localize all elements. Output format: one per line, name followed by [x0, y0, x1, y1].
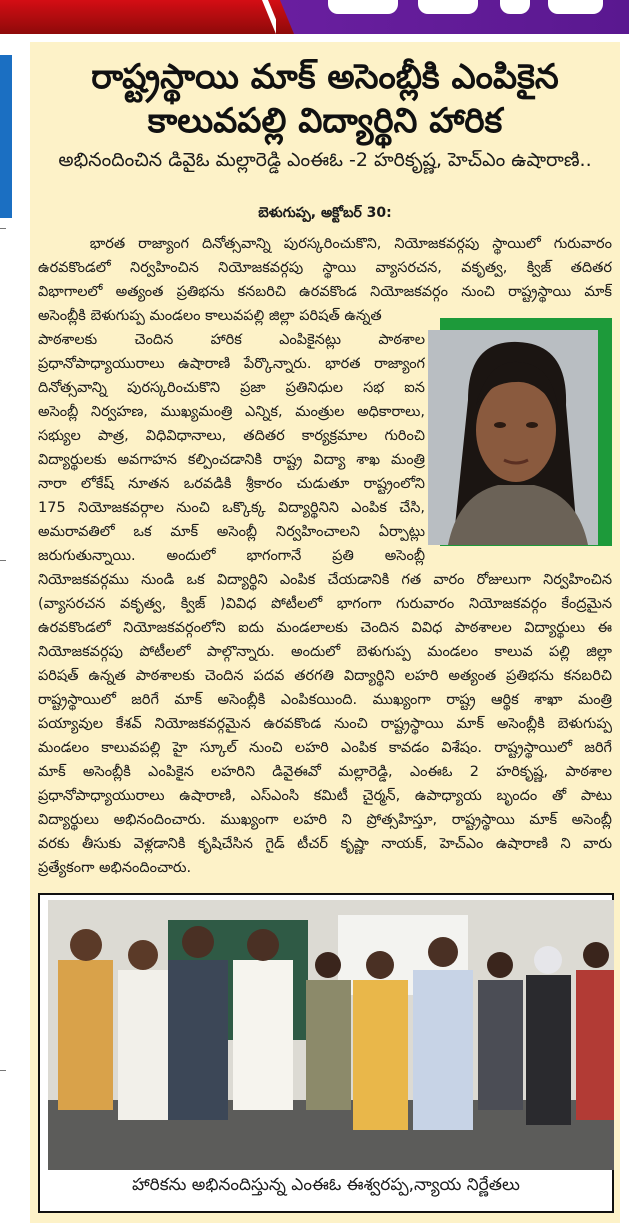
- body-line: అమరావతిలో ఒక మాక్ అసెంబ్లీ నిర్వహించాలని ఏర్పాట్లు: [38, 524, 425, 540]
- logo-letter-shape: [328, 0, 398, 14]
- body-line: పయ్యావుల కేశవ్ నియోజకవర్గమైన ఉరవకొండ నుంచి రాష్ట్రస్థాయి మాక్ అసెంబ్లీకి బెళుగుప్ప: [38, 716, 612, 732]
- body-line: విభాగాలలో అత్యంత ప్రతిభను కనబరిచి ఉరవకొండ నియోజకవర్గం నుంచి రాష్ట్రస్థాయి మాక్: [38, 284, 612, 300]
- adjacent-column-rule: [0, 228, 6, 229]
- body-line: నియోజకవర్గపు పోటీలలో పాల్గొన్నారు. అందులో బెళుగుప్ప మండలం కాలువ పల్లి జిల్లా: [38, 644, 612, 660]
- dateline: బెళుగుప్ప, అక్టోబర్ 30:: [258, 205, 392, 221]
- masthead-logo-panel: [268, 0, 629, 34]
- body-line: భారత రాజ్యాంగ దినోత్సవాన్ని పురస్కరించుకొని, నియోజకవర్గపు స్థాయిలో గురువారం: [38, 236, 612, 252]
- group-photo: [48, 900, 614, 1170]
- subheadline: అభినందించిన డివైఓ మల్లారెడ్డి ఎంఈఓ -2 హరికృష్ణ, హెచ్ఎం ఉషారాణి..: [58, 149, 592, 171]
- body-line: ప్రధానోపాధ్యాయురాలు ఉషారాణి పేర్కొన్నారు. భారత రాజ్యాంగ: [38, 356, 425, 372]
- body-line: వరకు తీసుకు వెళ్లడానికి కృషిచేసిన గైడ్ టీచర్ కృష్ణా నాయక్, హెచ్ఎం ఉషారాణి ని వారు: [38, 836, 612, 852]
- photo-caption: హారికను అభినందిస్తున్న ఎంఈఓ ఈశ్వరప్ప,న్యాయ నిర్ణేతలు: [132, 1175, 520, 1195]
- body-line: విద్యార్థులు అభినందించారు. ముఖ్యంగా లహరి ని ప్రోత్సహిస్తూ, రాష్ట్రస్థాయి మాక్ అసెంబ్లీ: [38, 812, 612, 828]
- body-line: పరిషత్ ఉన్నత పాఠశాలకు చెందిన పదవ తరగతి విద్యార్థిని లహరి అత్యంత ప్రతిభను కనబరిచి: [38, 668, 612, 684]
- group-photo-illustration: [48, 900, 614, 1170]
- body-line: నియోజకవర్గము నుండి ఒక విద్యార్థిని ఎంపిక చేయడానికి గత వారం రోజులుగా నిర్వహించిన: [38, 572, 612, 588]
- body-line: ప్రధానోపాధ్యాయురాలు ఉషారాణి, ఎస్ఎంసి కమిటీ చైర్మన్, ఉపాధ్యాయ బృందం తో పాటు: [38, 788, 612, 804]
- body-line: సభ్యుల పాత్ర, విధివిధానాలు, తదితర కార్యక్రమాల గురించి: [38, 428, 425, 444]
- body-line: ఉరవకొండలో నియోజకవర్గంలోని ఐదు మండలాలకు చెందిన వివిధ పాఠశాలల విద్యార్థులు ఈ: [38, 620, 612, 636]
- body-line: జరుగుతున్నాయి. అందులో భాగంగానే ప్రతి అసెంబ్లీ: [38, 548, 425, 564]
- headline-line-1: రాష్ట్రస్థాయి మాక్ అసెంబ్లీకి ఎంపికైన: [91, 57, 559, 97]
- logo-letter-shape: [418, 0, 478, 14]
- student-portrait-photo: [428, 330, 598, 545]
- adjacent-column-rule: [0, 1070, 6, 1071]
- body-line: మాక్ అసెంబ్లీకి ఎంపికైన లహరిని డివైఈవో మల్లారెడ్డి, ఎంఈఓ 2 హరికృష్ణ, పాఠశాల: [38, 764, 612, 780]
- body-line: 175 నియోజకవర్గాల నుంచి ఒక్కొక్క విద్యార్థినిని ఎంపిక చేసి,: [38, 500, 425, 516]
- body-line: రాష్ట్రస్థాయిలో జరిగే మాక్ అసెంబ్లీకి ఎంపికయింది. ముఖ్యంగా రాష్ట్ర ఆర్థిక శాఖా మంత్రి: [38, 692, 612, 708]
- body-line: పాఠశాలకు చెందిన హారిక ఎంపికైనట్లు పాఠశాల: [38, 332, 425, 348]
- logo-letter-shape: [548, 0, 603, 14]
- body-line: (వ్యాసరచన వకృత్వ, క్విజ్ )వివిధ పోటీలలో భాగంగా గురువారం నియోజకవర్గం కేంద్రమైన: [38, 596, 612, 612]
- headline-line-2: కాలువపల్లి విద్యార్థిని హారిక: [147, 101, 503, 141]
- body-line: దినోత్సవాన్ని పురస్కరించుకొని ప్రజా ప్రతినిధుల సభ ఐన: [38, 380, 425, 396]
- adjacent-column-rule: [0, 560, 6, 561]
- body-line: ప్రత్యేకంగా అభినందించారు.: [38, 860, 192, 876]
- logo-letter-shape: [500, 0, 530, 14]
- portrait-illustration: [428, 330, 598, 545]
- adjacent-column-edge: [0, 55, 12, 218]
- body-line: అసెంబ్లీ నిర్వహణ, ముఖ్యమంత్రి ఎన్నిక, మంత్రుల అధికారాలు,: [38, 404, 425, 420]
- body-line: ఉరవకొండలో నిర్వహించిన నియోజకవర్గపు స్థాయి వ్యాసరచన, వకృత్వ, క్విజ్ తదితర: [38, 260, 612, 276]
- body-line: అసెంబ్లీకి బెళుగుప్ప మండలం కాలువపల్లి జిల్లా పరిషత్ ఉన్నత: [38, 308, 382, 324]
- body-line: విద్యార్థులకు అవగాహన కల్పించడానికి రాష్ట్ర విద్యా శాఖ మంత్రి: [38, 452, 425, 468]
- body-line: మండలం కాలువపల్లి హై స్కూల్ నుంచి లహరి ఎంపిక కావడం విశేషం. రాష్ట్రస్థాయిలో జరిగే: [38, 740, 612, 756]
- body-line: నారా లోకేష్ నూతన ఒరవడికి శ్రీకారం చుడుతూ రాష్ట్రంలోని: [38, 476, 425, 492]
